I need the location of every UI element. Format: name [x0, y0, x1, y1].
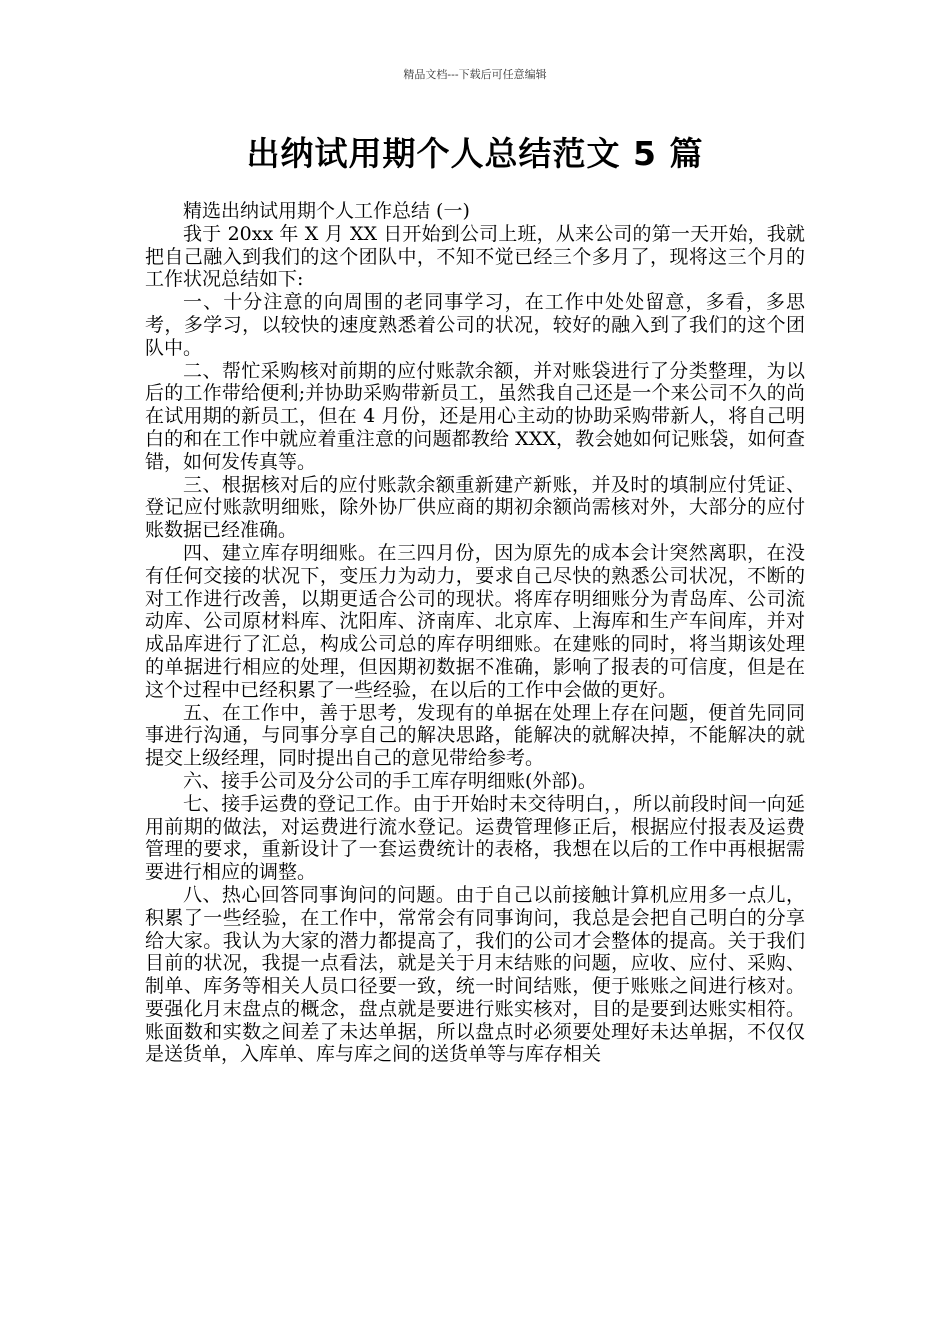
header-note: 精品文档---下载后可任意编辑	[403, 68, 547, 81]
body-paragraph: 三、根据核对后的应付账款余额重新建产新账，并及时的填制应付凭证、登记应付账款明细账，除外协厂供应商的期初余额尚需核对外，大部分的应付账数据已经准确。	[145, 473, 805, 542]
body-paragraph: 八、热心回答同事询问的问题。由于自己以前接触计算机应用多一点儿，积累了一些经验，在工作中，常常会有同事询问，我总是会把自己明白的分享给大家。我认为大家的潜力都提高了，我们的公司才会整体的提高。关于我们目前的状况，我提一点看法，就是关于月末结账的问题，应收、应付、采购、制单、库务等相关人员口径要一致，统一时间结账，便于账账之间进行核对。要强化月末盘点的概念，盘点就是要进行账实核对，目的是要到达账实相符。账面数和实数之间差了未达单据，所以盘点时必须要处理好未达单据，不仅仅是送货单，入库单、库与库之间的送货单等与库存相关	[145, 883, 805, 1066]
body-paragraph: 五、在工作中，善于思考，发现有的单据在处理上存在问题，便首先同同事进行沟通，与同事分享自己的解决思路，能解决的就解决掉，不能解决的就提交上级经理，同时提出自己的意见带给参考。	[145, 701, 805, 770]
document-body	[145, 200, 805, 1066]
body-paragraph: 一、十分注意的向周围的老同事学习，在工作中处处留意，多看，多思考，多学习，以较快的速度熟悉着公司的状况，较好的融入到了我们的这个团队中。	[145, 291, 805, 359]
section-subheading: 精选出纳试用期个人工作总结 (一)	[183, 200, 470, 222]
body-paragraph: 七、接手运费的登记工作。由于开始时未交待明白，，所以前段时间一向延用前期的做法，对运费进行流水登记。运费管理修正后，根据应付报表及运费管理的要求，重新设计了一套运费统计的表格，我想在以后的工作中再根据需要进行相应的调整。	[145, 792, 805, 884]
body-paragraph: 我于 20xx 年 X 月 XX 日开始到公司上班，从来公司的第一天开始，我就把自己融入到我们的这个团队中，不知不觉已经三个多月了，现将这三个月的工作状况总结如下:	[145, 222, 805, 291]
body-paragraph: 四、建立库存明细账。在三四月份，因为原先的成本会计突然离职，在没有任何交接的状况下，变压力为动力，要求自己尽快的熟悉公司状况，不断的对工作进行改善，以期更适合公司的现状。将库存明细账分为青岛库、公司流动库、公司原材料库、沈阳库、济南库、北京库、上海库和生产车间库，并对成品库进行了汇总，构成公司总的库存明细账。在建账的同时，将当期该处理的单据进行相应的处理，但因期初数据不准确，影响了报表的可信度，但是在这个过程中已经积累了一些经验，在以后的工作中会做的更好。	[145, 541, 805, 701]
body-paragraph: 二、帮忙采购核对前期的应付账款余额，并对账袋进行了分类整理，为以后的工作带给便利;并协助采购带新员工，虽然我自己还是一个来公司不久的尚在试用期的新员工，但在 4 月份，还是用心主动的协助采购带新人，将自己明白的和在工作中就应着重注意的问题都教给 XXX，教会她如何记账袋，如何查错，如何发传真等。	[145, 359, 805, 473]
body-paragraph: 六、接手公司及分公司的手工库存明细账(外部)。	[183, 769, 597, 792]
document-title: 出纳试用期个人总结范文 5 篇	[246, 134, 704, 173]
